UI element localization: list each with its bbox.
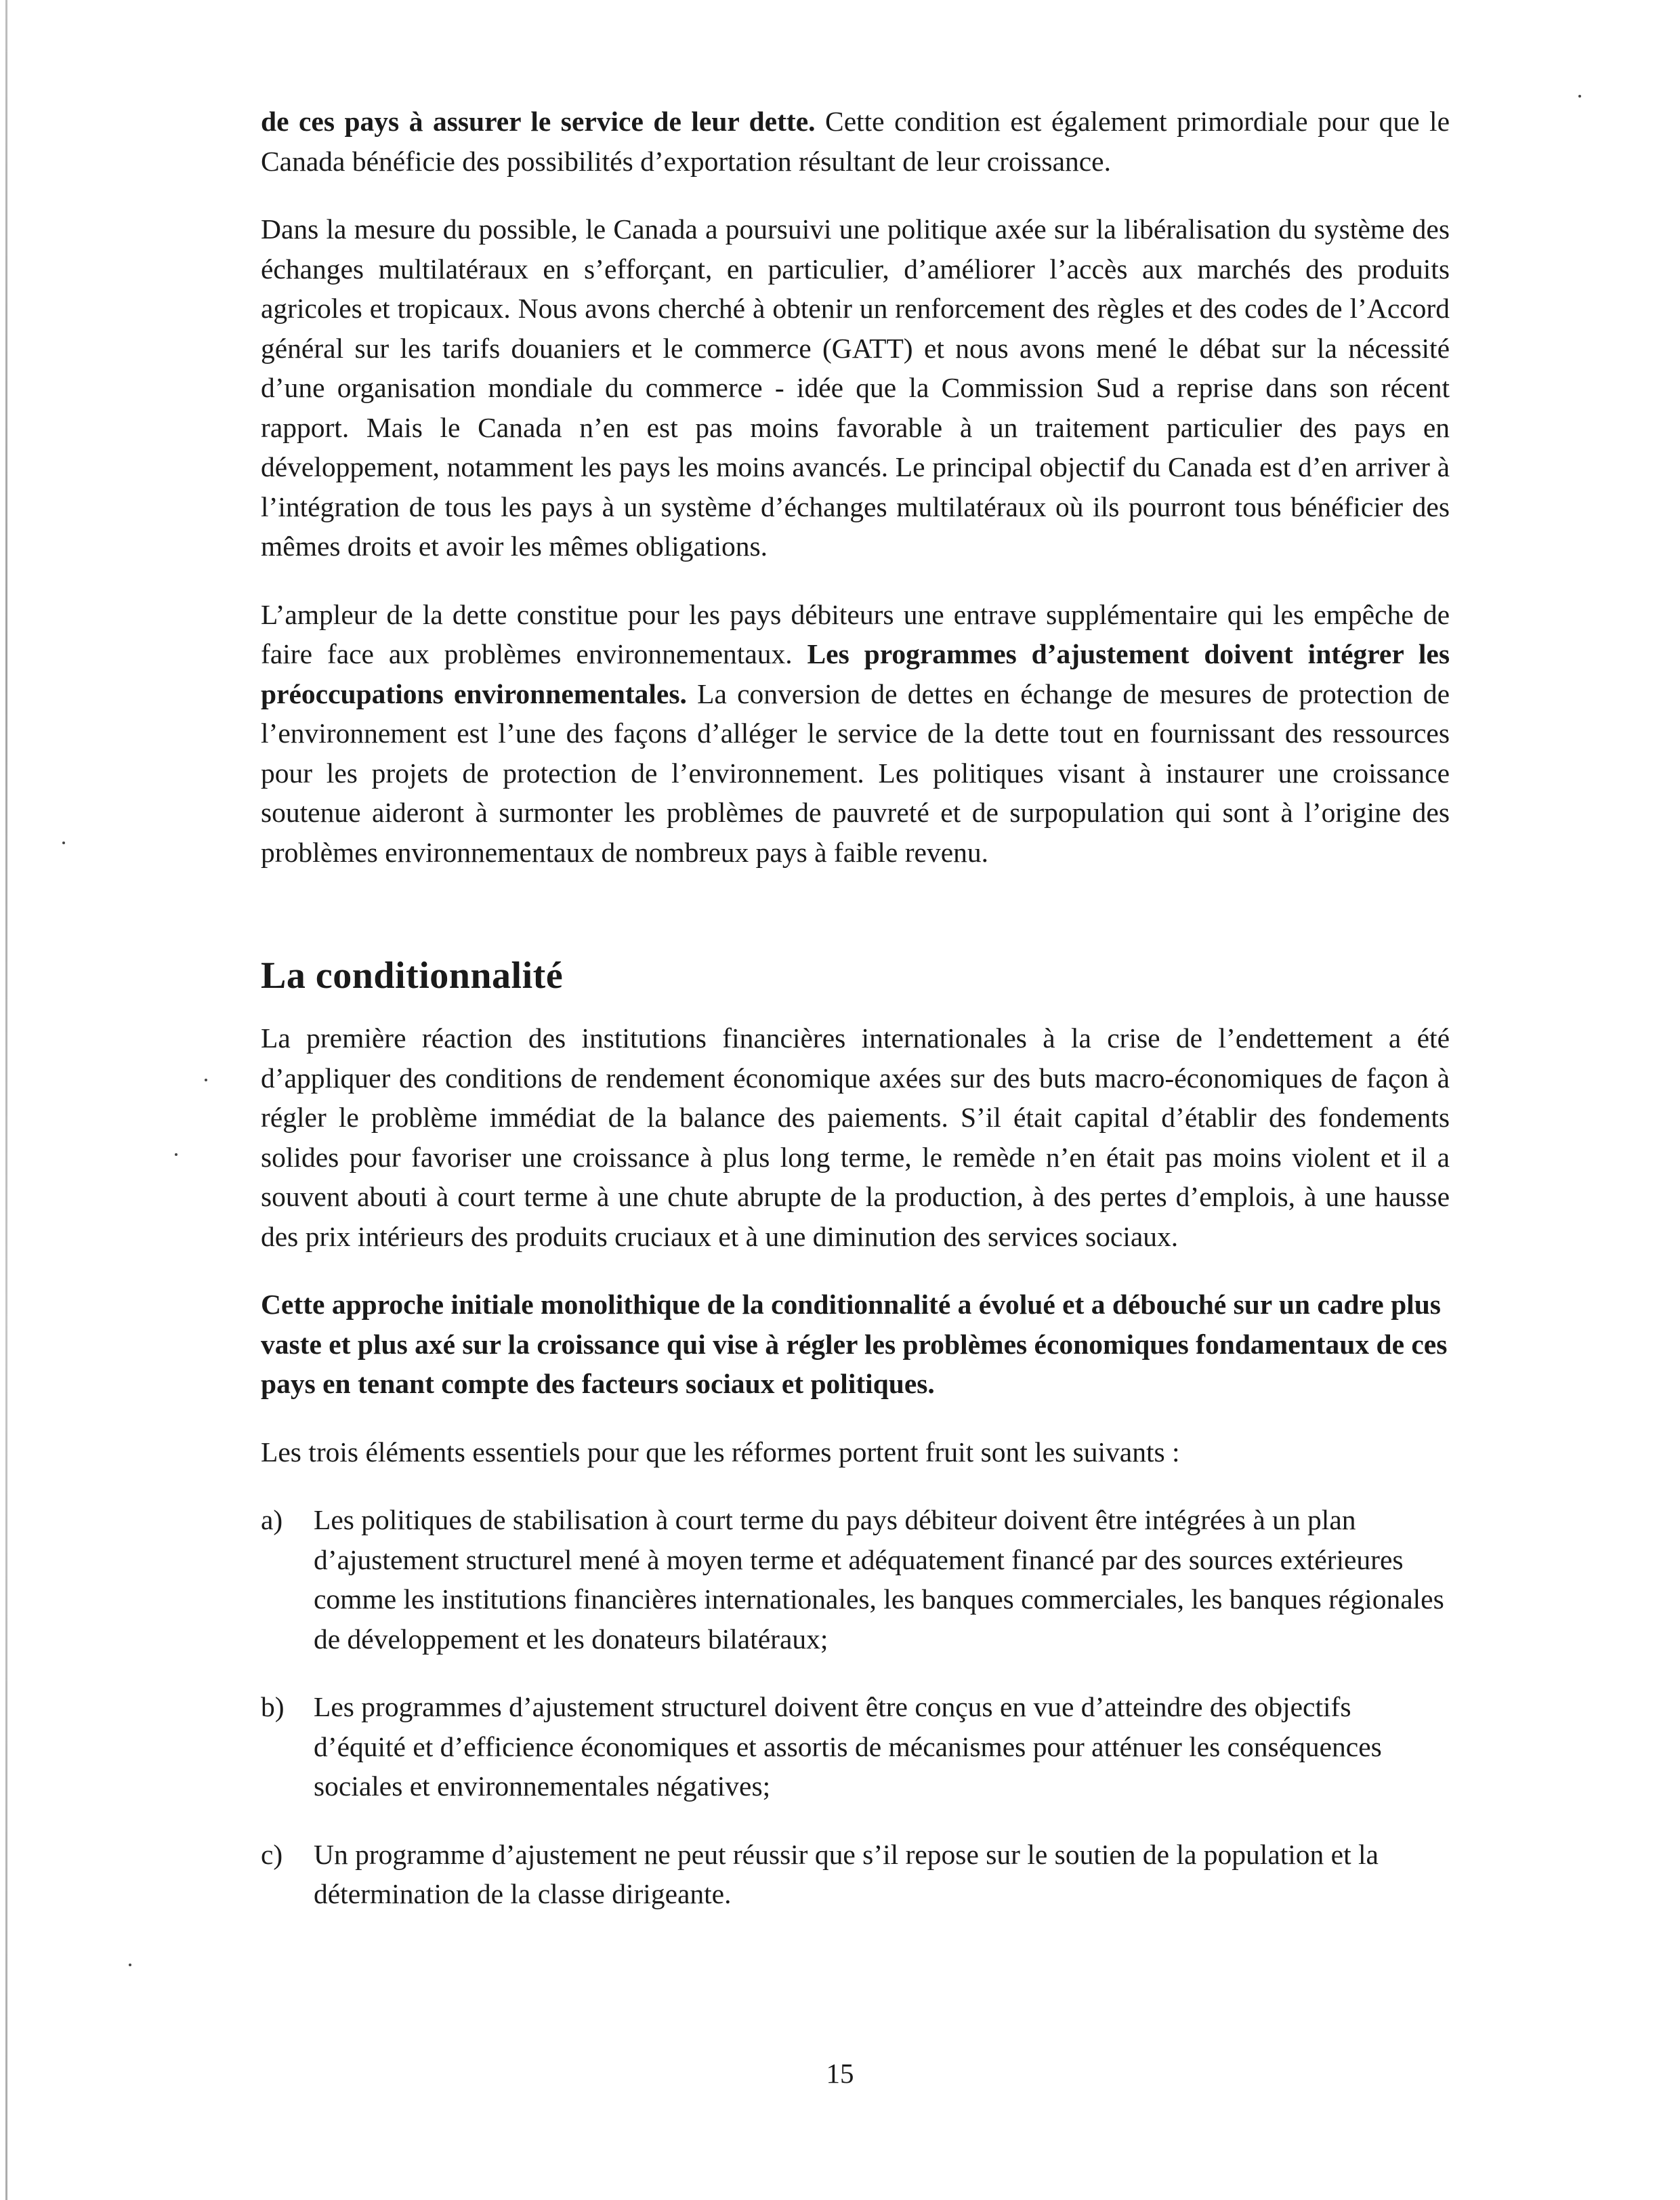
scan-speck	[175, 1153, 177, 1156]
paragraph-three-elements-intro: Les trois éléments essentiels pour que les réformes portent fruit sont les suivants :	[261, 1436, 1180, 1468]
page-number: 15	[826, 2058, 854, 2089]
list-marker: c)	[261, 1838, 283, 1870]
section-heading: La conditionnalité	[261, 955, 564, 997]
list-item	[261, 1500, 1450, 1659]
list-marker: a)	[261, 1504, 283, 1535]
paragraph-environment-start: L’ampleur de la dette constitue pour les pays débiteurs une entrave supplémentaire qui les empêche de faire face aux problèmes environnementaux.	[261, 598, 1450, 669]
scan-speck	[205, 1079, 207, 1081]
paragraph-first-reaction: La première réaction des institutions financières internationales à la crise de l’endettement a été d’appliquer des conditions de rendement économique axées sur des buts macro-économiques de façon à régler le problème immédiat de la balance des paiements. S’il était capital d’établir des fondements solides pour favoriser une croissance à plus long terme, le remède n’en était pas moins violent et il a souvent abouti à court terme à une chute abrupte de la production, à des pertes d’emplois, à une hausse des prix intérieurs des produits cruciaux et à une diminution des services sociaux.	[261, 1022, 1450, 1252]
list-marker: b)	[261, 1691, 285, 1722]
scan-left-edge	[5, 0, 7, 2200]
paragraph-environment	[261, 595, 1450, 873]
list-item	[261, 1835, 1450, 1914]
document-body	[261, 102, 1450, 1943]
scan-speck	[1578, 95, 1581, 98]
paragraph-debt-service-emphasis: de ces pays à assurer le service de leur dette.	[261, 106, 816, 137]
paragraph-environment-end: La conversion de dettes en échange de mesures de protection de l’environnement est l’une des façons d’alléger le service de la dette tout en fournissant des ressources pour les projets de protection de l’environnement. Les politiques visant à instaurer une croissance soutenue aideront à surmonter les problèmes de pauvreté et de surpopulation qui sont à l’origine des problèmes environnementaux de nombreux pays à faible revenu.	[261, 678, 1450, 868]
scan-speck	[129, 1964, 131, 1966]
paragraph-debt-service-text: Cette condition est également primordiale pour que le Canada bénéficie des possibilités d’exportation résultant de leur croissance.	[261, 106, 1450, 177]
list-item	[261, 1687, 1450, 1806]
list-item-text: Les politiques de stabilisation à court terme du pays débiteur doivent être intégrées à un plan d’ajustement structurel mené à moyen terme et adéquatement financé par des sources extérieures comme les institutions financières internationales, les banques commerciales, les banques régionales de développement et les donateurs bilatéraux;	[314, 1504, 1444, 1655]
paragraph-debt-service	[261, 102, 1450, 181]
paragraph-conditionality-evolution: Cette approche initiale monolithique de la conditionnalité a évolué et a débouché sur un cadre plus vaste et plus axé sur la croissance qui vise à régler les problèmes économiques fondamentaux de ces pays en tenant compte des facteurs sociaux et politiques.	[261, 1289, 1448, 1399]
list-item-text: Un programme d’ajustement ne peut réussir que s’il repose sur le soutien de la population et la détermination de la classe dirigeante.	[314, 1838, 1379, 1909]
paragraph-trade-liberalization: Dans la mesure du possible, le Canada a poursuivi une politique axée sur la libéralisation du système des échanges multilatéraux en s’efforçant, en particulier, d’améliorer l’accès aux marchés des produits agricoles et tropicaux. Nous avons cherché à obtenir un renforcement des règles et des codes de l’Accord général sur les tarifs douaniers et le commerce (GATT) et nous avons mené le débat sur la nécessité d’une organisation mondiale du commerce - idée que la Commission Sud a reprise dans son récent rapport. Mais le Canada n’en est pas moins favorable à un traitement particulier des pays en développement, notamment les pays les moins avancés. Le principal objectif du Canada est d’en arriver à l’intégration de tous les pays à un système d’échanges multilatéraux où ils pourront tous bénéficier des mêmes droits et avoir les mêmes obligations.	[261, 213, 1450, 562]
paragraph-environment-emphasis: Les programmes d’ajustement doivent intégrer les préoccupations environnementales.	[261, 638, 1450, 709]
list-item-text: Les programmes d’ajustement structurel doivent être conçus en vue d’atteindre des objectifs d’équité et d’efficience économiques et assortis de mécanismes pour atténuer les conséquences sociales et environnementales négatives;	[314, 1691, 1382, 1802]
scan-speck	[62, 842, 65, 844]
